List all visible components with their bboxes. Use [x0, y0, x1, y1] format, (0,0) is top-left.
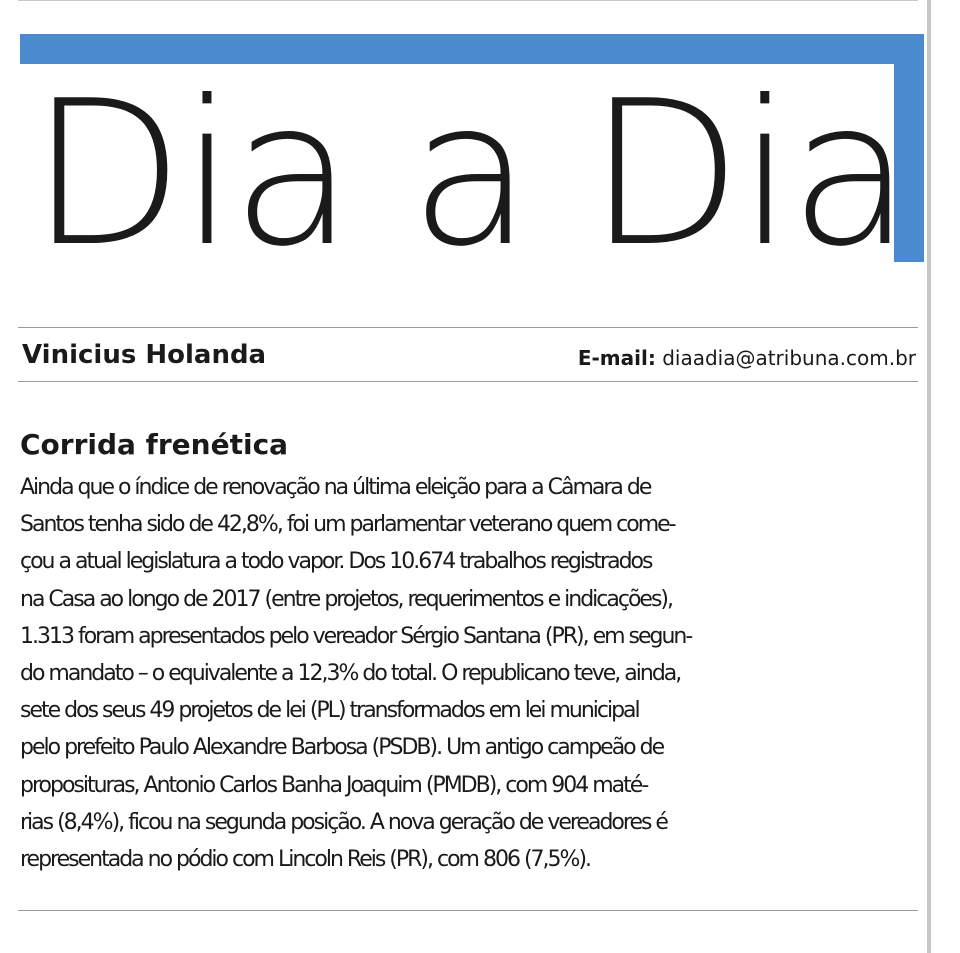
- article-line: representada no pódio com Lincoln Reis (PR), com 806 (7,5%).: [20, 847, 591, 873]
- contact-info: [578, 344, 916, 372]
- contact-label: E-mail:: [577, 346, 656, 370]
- byline-top-divider: [18, 327, 918, 328]
- article-body: [20, 469, 920, 878]
- article-line: do mandato – o equivalente a 12,3% do total. O republicano teve, ainda,: [20, 661, 681, 687]
- article-line: 1.313 foram apresentados pelo vereador Sérgio Santana (PR), em segun-: [20, 623, 692, 649]
- section-title: Dia a Dia: [30, 58, 908, 291]
- page-border: [927, 0, 931, 953]
- article-line: pelo prefeito Paulo Alexandre Barbosa (PSDB). Um antigo campeão de: [20, 735, 664, 761]
- article-line: çou a atual legislatura a todo vapor. Dos 10.674 trabalhos registrados: [20, 549, 652, 575]
- article-line: Ainda que o índice de renovação na última eleição para a Câmara de: [20, 475, 651, 500]
- author-name: Vinicius Holanda: [22, 340, 267, 370]
- top-divider: [18, 0, 918, 1]
- article-bottom-divider: [18, 910, 918, 911]
- article-line: rias (8,4%), ficou na segunda posição. A nova geração de vereadores é: [20, 809, 667, 835]
- article-headline: Corrida frenética: [20, 428, 289, 461]
- article-line: proposituras, Antonio Carlos Banha Joaquim (PMDB), com 904 maté-: [20, 772, 648, 798]
- article-line: Santos tenha sido de 42,8%, foi um parlamentar veterano quem come-: [20, 512, 675, 538]
- article-line: na Casa ao longo de 2017 (entre projetos, requerimentos e indicações),: [20, 586, 672, 612]
- byline-bottom-divider: [18, 381, 918, 382]
- contact-email[interactable]: diaadia@atribuna.com.br: [662, 346, 916, 370]
- article-line: sete dos seus 49 projetos de lei (PL) transformados em lei municipal: [20, 698, 639, 724]
